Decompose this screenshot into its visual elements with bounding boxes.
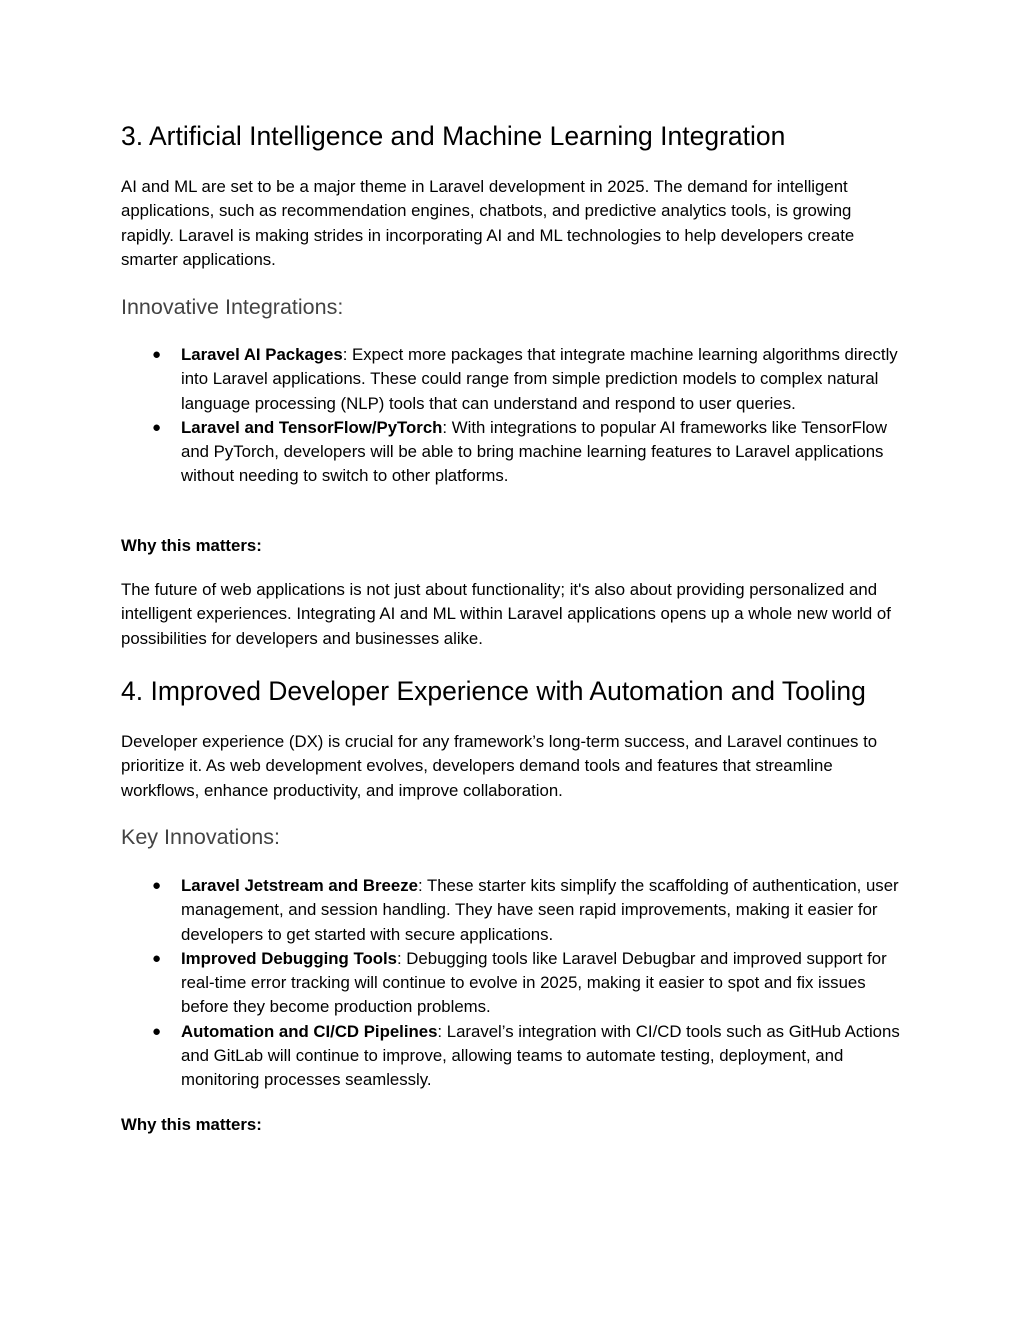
list-item-text: : Laravel’s integration with CI/CD tools such as GitHub Actions and GitLab will continue to improve, allowing teams to automate testing, deployment, and monitoring processes seamlessly. [181, 1021, 900, 1090]
bullet-icon: ● [152, 1022, 162, 1040]
list-item-text: : With integrations to popular AI frameworks like TensorFlow and PyTorch, developers will be able to bring machine learning features to Laravel applications without needing to switch to other platforms. [181, 417, 888, 486]
list-item-term: Laravel AI Packages [181, 345, 343, 364]
list-item-term: Laravel and TensorFlow/PyTorch [181, 417, 443, 437]
list-item [121, 343, 911, 416]
section-3-intro: AI and ML are set to be a major theme in Laravel development in 2025. The demand for intelligent applications, such as recommendation engines, chatbots, and predictive analytics tools, is growing rapidly. Laravel is making strides in incorporating AI and ML technologies to help developers create smarter applications. [121, 177, 855, 269]
list-item [121, 947, 911, 1020]
list-item-term: Laravel Jetstream and Breeze [181, 876, 418, 895]
list-item-text: : These starter kits simplify the scaffolding of authentication, user management, and session handling. They have seen rapid improvements, making it easier for developers to get started with secure applications. [181, 876, 899, 944]
bullet-icon: ● [152, 949, 162, 967]
bullet-icon: ● [152, 877, 162, 894]
list-item [121, 874, 911, 947]
section-4-list [121, 874, 911, 1093]
section-3-list [121, 343, 911, 489]
bullet-icon: ● [152, 418, 162, 436]
bullet-icon: ● [152, 346, 162, 363]
section-3-heading: 3. Artificial Intelligence and Machine Learning Integration [121, 121, 786, 151]
section-3-why-text: The future of web applications is not just about functionality; it's also about providing personalized and intelligent experiences. Integrating AI and ML within Laravel applications opens up a whole new world of possibilities for developers and businesses alike. [121, 580, 891, 648]
section-4-heading: 4. Improved Developer Experience with Automation and Tooling [121, 676, 866, 706]
section-4-subheading: Key Innovations: [121, 825, 280, 849]
section-3-subheading: Innovative Integrations: [121, 295, 344, 319]
section-4-why-label: Why this matters: [121, 1115, 262, 1134]
list-item-term: Automation and CI/CD Pipelines [181, 1021, 438, 1041]
section-4-intro: Developer experience (DX) is crucial for any framework’s long-term success, and Laravel continues to prioritize it. As web development evolves, developers demand tools and features that streamline workflows, enhance productivity, and improve collaboration. [121, 732, 878, 800]
list-item-text: : Debugging tools like Laravel Debugbar and improved support for real-time error tracking will continue to evolve in 2025, making it easier to spot and fix issues before they become production problems. [181, 948, 887, 1017]
list-item-text: : Expect more packages that integrate machine learning algorithms directly into Laravel applications. These could range from simple prediction models to complex natural language processing (NLP) tools that can understand and respond to user queries. [181, 345, 898, 413]
list-item [121, 1020, 911, 1093]
list-item [121, 416, 911, 489]
section-3-why-label: Why this matters: [121, 536, 262, 555]
list-item-term: Improved Debugging Tools [181, 948, 397, 968]
